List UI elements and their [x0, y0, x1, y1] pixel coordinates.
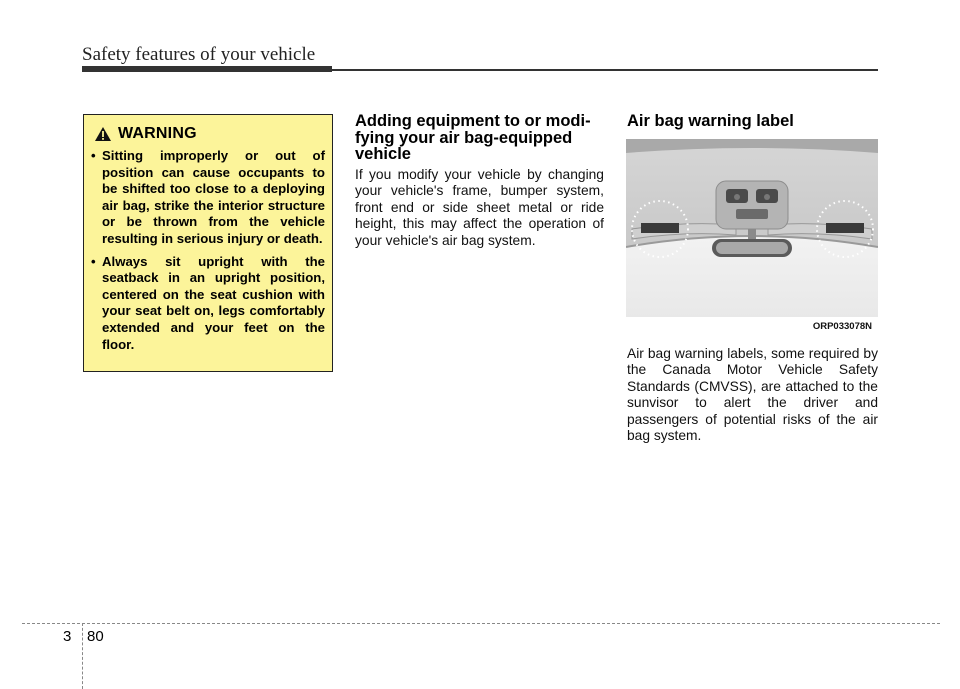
section-heading-airbag-label: Air bag warning label	[627, 112, 794, 130]
warning-triangle-icon	[94, 126, 112, 142]
bullet: •	[91, 148, 96, 163]
section-body-airbag-label: Air bag warning labels, some required by the Canada Motor Vehicle Safety Standards (CMVSS), are attached to the sunvisor to alert the driver and passengers of potential risks of the air bag system.	[627, 346, 878, 444]
warning-item	[90, 254, 325, 354]
sunvisor-airbag-label-photo	[626, 139, 878, 337]
section-body-equipment: If you modify your vehicle by changing your vehicle's frame, bumper system, front end or side sheet metal or ride height, this may affect the operation of your vehicle's air bag system.	[355, 167, 604, 248]
header-title: Safety features of your vehicle	[82, 44, 316, 65]
bullet: •	[91, 253, 96, 269]
header-rule-thick	[82, 66, 332, 72]
warning-title: WARNING	[118, 125, 197, 142]
footer-vertical-divider	[82, 623, 83, 689]
page-number: 80	[87, 628, 104, 645]
warning-list	[90, 148, 325, 359]
warning-item-text: Sitting improperly or out of position can cause occupants to be shifted too close to a deploying air bag, strike the interior structure or be thrown from the vehicle resulting in serious injury or death.	[102, 148, 325, 246]
warning-header	[94, 123, 197, 145]
page-section-number: 3	[63, 628, 72, 645]
section-heading-equipment: Adding equipment to or modifying your air bag-equipped vehicle	[355, 112, 591, 163]
warning-item	[90, 148, 325, 248]
warning-box	[83, 114, 333, 372]
image-caption: ORP033078N	[812, 321, 872, 332]
warning-item-text: Always sit upright with the seatback in an upright position, centered on the seat cushion with your seat belt on, legs comfortably extended and your feet on the floor.	[102, 253, 325, 352]
footer-divider	[22, 623, 940, 624]
header-rule-thin	[330, 69, 878, 71]
